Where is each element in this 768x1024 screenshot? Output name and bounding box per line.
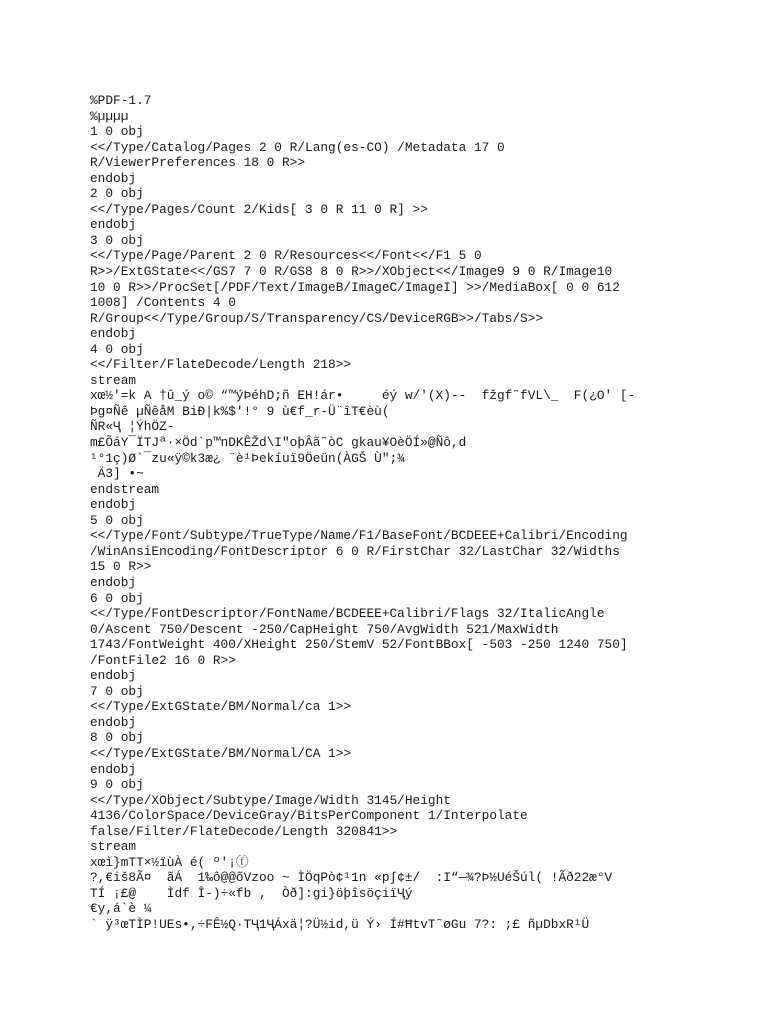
text-line: endobj: [90, 714, 137, 730]
text-line: R>>/ExtGState<</GS7 7 0 R/GS8 8 0 R>>/XObject<</Image9 9 0 R/Image10: [90, 264, 613, 280]
text-line: 1008] /Contents 4 0: [90, 295, 236, 311]
text-line: 10 0 R>>/ProcSet[/PDF/Text/ImageB/ImageC/ImageI] >>/MediaBox[ 0 0 612: [90, 279, 620, 295]
text-line: endobj: [90, 574, 137, 590]
text-line: endstream: [90, 481, 160, 497]
text-line: 7 0 obj: [90, 683, 144, 699]
text-line: <</Type/FontDescriptor/FontName/BCDEEE+Calibri/Flags 32/ItalicAngle: [90, 606, 605, 622]
text-line: 5 0 obj: [90, 512, 144, 528]
text-line: endobj: [90, 326, 137, 342]
text-line: <</Type/ExtGState/BM/Normal/CA 1>>: [90, 745, 352, 761]
text-line: <</Type/Font/Subtype/TrueType/Name/F1/BaseFont/BCDEEE+Calibri/Encoding: [90, 528, 628, 544]
text-line: <</Type/ExtGState/BM/Normal/ca 1>>: [90, 699, 352, 715]
text-line: ¹°1ç)Ø`¯zu«ÿ©k3æ¿ ¨è¹Þekíuï9Öeün(ÀGŠ Ù";¾: [90, 450, 405, 466]
text-line: 1743/FontWeight 400/XHeight 250/StemV 52/FontBBox[ -503 -250 1240 750]: [90, 637, 628, 653]
text-line: 4136/ColorSpace/DeviceGray/BitsPerComponent 1/Interpolate: [90, 808, 528, 824]
text-line: R/Group<</Type/Group/S/Transparency/CS/DeviceRGB>>/Tabs/S>>: [90, 310, 544, 326]
text-line: m£ÕáY¯ÏTJª·×Öd`p™nDKÊŽd\I"oþÂã˜òC gkau¥OèÖÍ»@Ñô,d: [90, 435, 467, 451]
text-line: %µµµµ: [90, 108, 129, 124]
text-line: €y,á`è ¼: [90, 901, 152, 917]
text-line: <</Type/XObject/Subtype/Image/Width 3145/Height: [90, 792, 451, 808]
text-line: 4 0 obj: [90, 341, 144, 357]
text-line: 1 0 obj: [90, 124, 144, 140]
text-line: 9 0 obj: [90, 777, 144, 793]
text-line: 15 0 R>>: [90, 559, 152, 575]
text-line: 2 0 obj: [90, 186, 144, 202]
text-line: endobj: [90, 170, 137, 186]
text-line: TÍ ¡£@ Ìdf Î-)÷«fb , Òð]:gi}öþîsöçiïҶý: [90, 885, 413, 901]
text-line: endobj: [90, 668, 137, 684]
text-line: /WinAnsiEncoding/FontDescriptor 6 0 R/FirstChar 32/LastChar 32/Widths: [90, 543, 620, 559]
text-line: <</Filter/FlateDecode/Length 218>>: [90, 357, 352, 373]
text-line: xœì}mTT×½ïùÀ é( º'¡ⓕ: [90, 854, 249, 870]
text-line: false/Filter/FlateDecode/Length 320841>>: [90, 823, 398, 839]
text-line: endobj: [90, 497, 137, 513]
text-line: 6 0 obj: [90, 590, 144, 606]
text-line: ÑR«Ҷ ¦ÝhÖZ-: [90, 419, 175, 435]
text-line: stream: [90, 372, 137, 388]
text-line: xœ½'=k A †û_ý o© “™ýÞéhD;ñ EH!ár• éý w/'(X)-- fžgf˜fVL\_ F(¿O' [-: [90, 388, 636, 404]
text-line: <</Type/Page/Parent 2 0 R/Resources<</Font<</F1 5 0: [90, 248, 482, 264]
text-line: 8 0 obj: [90, 730, 144, 746]
text-line: endobj: [90, 217, 137, 233]
text-line: R/ViewerPreferences 18 0 R>>: [90, 155, 306, 171]
text-line: %PDF-1.7: [90, 93, 152, 108]
text-line: Þg¤Ñê µÑêåM BiÐ|k%$'!° 9 ù€f_r-Ü¨îT€èù(: [90, 403, 390, 419]
text-line: /FontFile2 16 0 R>>: [90, 652, 236, 668]
text-line: ` ÿ³œTÌP!UEs•,÷FÊ½Q·TҶ1ҶÁxä¦?Ü½id,ü Ý› Í#ĦtvT˜øGu 7?: ;£ ñµDbxR¹Ü: [90, 916, 590, 932]
text-line: <</Type/Pages/Count 2/Kids[ 3 0 R 11 0 R] >>: [90, 201, 428, 217]
text-line: endobj: [90, 761, 137, 777]
text-line: 0/Ascent 750/Descent -250/CapHeight 750/AvgWidth 521/MaxWidth: [90, 621, 559, 637]
text-line: stream: [90, 839, 137, 855]
text-line: Ä3] •~: [90, 466, 144, 482]
pdf-source-text: [90, 93, 758, 933]
text-line: <</Type/Catalog/Pages 2 0 R/Lang(es-CO) /Metadata 17 0: [90, 139, 505, 155]
text-line: 3 0 obj: [90, 232, 144, 248]
text-line: ?,€iš8Ã¤ ãÁ 1‰ô@@õVzoo ~ ÌÖqPò¢¹1n «p∫¢±/ :I“—¾?Þ½UéŠúl( !Ãð22æ°V: [90, 870, 613, 886]
